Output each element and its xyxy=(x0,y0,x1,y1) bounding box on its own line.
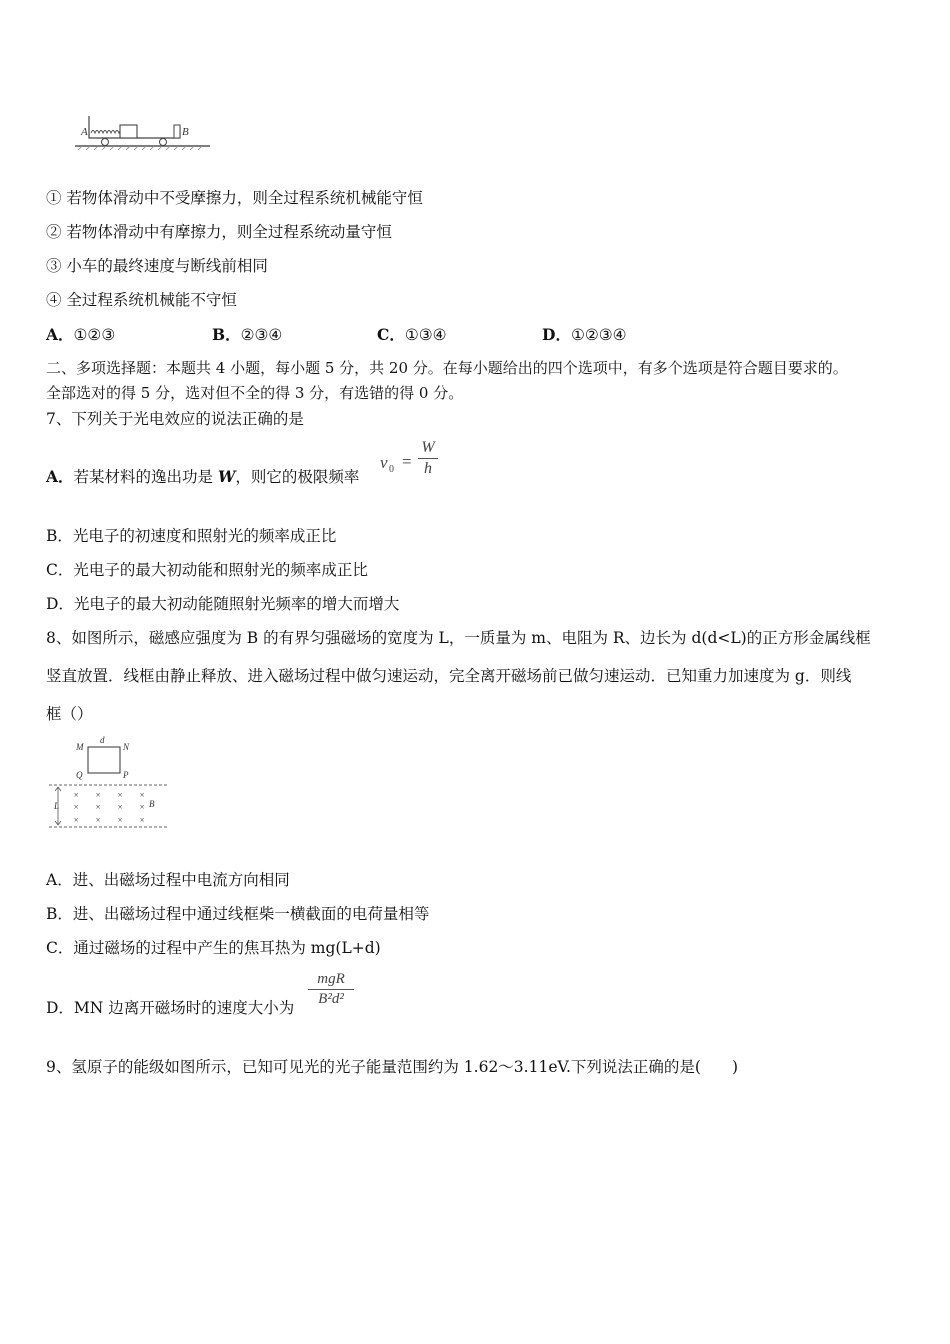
formula-sub: 0 xyxy=(389,464,394,475)
label-p: P xyxy=(123,770,129,780)
option-label: D． xyxy=(542,325,571,344)
formula-lhs: v xyxy=(380,453,388,472)
fraction-num: W xyxy=(421,439,435,456)
q8-option-d[interactable]: D．MN 边离开磁场时的速度大小为 xyxy=(46,999,295,1017)
q9-stem: 9、氢原子的能级如图所示，已知可见光的光子能量范围约为 1.62～3.11eV.下列说法正确的是( ) xyxy=(46,1058,738,1076)
fraction-den: h xyxy=(424,460,432,477)
q6-statement-3: ③ 小车的最终速度与断线前相同 xyxy=(46,257,268,275)
cross: × xyxy=(139,790,146,800)
option-text-2: ，则它的极限频率 xyxy=(235,468,360,486)
q6-option-c[interactable] xyxy=(377,323,447,345)
q8-option-c[interactable]: C．通过磁场的过程中产生的焦耳热为 mg(L+d) xyxy=(46,939,381,957)
q6-option-d[interactable] xyxy=(542,323,627,345)
q7-stem: 7、下列关于光电效应的说法正确的是 xyxy=(46,410,304,428)
option-text: ①②③ xyxy=(73,326,116,344)
cross: × xyxy=(139,802,146,812)
option-text: ①③④ xyxy=(404,326,447,344)
label-m: M xyxy=(76,742,84,752)
q8-stem-line3: 框（） xyxy=(46,705,93,723)
label-q: Q xyxy=(76,770,83,780)
option-label: B． xyxy=(212,325,241,344)
cross: × xyxy=(117,815,124,825)
cross: × xyxy=(139,815,146,825)
q8-stem-line2: 竖直放置．线框由静止释放、进入磁场过程中做匀速运动，完全离开磁场前已做匀速运动．已知重力加速度为 g．则线 xyxy=(46,667,852,685)
label-a: A xyxy=(81,126,88,138)
q7-option-c[interactable]: C．光电子的最大初动能和照射光的频率成正比 xyxy=(46,561,368,579)
label-b: B xyxy=(149,799,155,809)
cross: × xyxy=(117,790,124,800)
cross: × xyxy=(73,815,80,825)
work-symbol: W xyxy=(217,467,236,486)
fraction-den: B²d² xyxy=(318,991,344,1007)
cross: × xyxy=(73,802,80,812)
option-text-1: 若某材料的逸出功是 xyxy=(73,468,218,486)
label-d: d xyxy=(100,735,105,745)
q6-statement-4: ④ 全过程系统机械能不守恒 xyxy=(46,291,237,309)
q7-option-a[interactable] xyxy=(46,465,359,487)
q8-d-fraction xyxy=(308,971,354,1008)
option-text: ①②③④ xyxy=(570,326,627,344)
cross: × xyxy=(95,790,102,800)
q6-option-b[interactable] xyxy=(212,323,282,345)
label-l: L xyxy=(54,801,60,811)
q7-option-d[interactable]: D．光电子的最大初动能随照射光频率的增大而增大 xyxy=(46,595,400,613)
q7-option-b[interactable]: B．光电子的初速度和照射光的频率成正比 xyxy=(46,527,337,545)
formula-eq: = xyxy=(402,452,412,471)
q8-stem-line1: 8、如图所示，磁感应强度为 B 的有界匀强磁场的宽度为 L，一质量为 m、电阻为 R、边长为 d(d<L)的正方形金属线框 xyxy=(46,629,871,647)
q6-option-a[interactable] xyxy=(46,323,115,345)
cross: × xyxy=(95,802,102,812)
option-text: ②③④ xyxy=(240,326,283,344)
magnetic-field-figure xyxy=(46,735,176,833)
cross: × xyxy=(117,802,124,812)
q8-option-a[interactable]: A．进、出磁场过程中电流方向相同 xyxy=(46,871,290,889)
fraction-num: mgR xyxy=(317,971,345,987)
section2-line1: 二、多项选择题：本题共 4 小题，每小题 5 分，共 20 分。在每小题给出的四个选项中，有多个选项是符合题目要求的。 xyxy=(46,359,848,377)
section2-line2: 全部选对的得 5 分，选对但不全的得 3 分，有选错的得 0 分。 xyxy=(46,384,464,402)
label-n: N xyxy=(123,742,130,752)
q7-fraction xyxy=(418,439,438,478)
cart-spring-figure xyxy=(70,108,215,156)
cross: × xyxy=(95,815,102,825)
cross: × xyxy=(73,790,80,800)
q6-statement-2: ② 若物体滑动中有摩擦力，则全过程系统动量守恒 xyxy=(46,223,392,241)
option-label: A． xyxy=(46,325,74,344)
q8-option-b[interactable]: B．进、出磁场过程中通过线框柴一横截面的电荷量相等 xyxy=(46,905,430,923)
option-label: A． xyxy=(46,467,74,486)
label-b: B xyxy=(182,126,189,138)
q6-statement-1: ① 若物体滑动中不受摩擦力，则全过程系统机械能守恒 xyxy=(46,189,423,207)
option-label: C． xyxy=(377,325,405,344)
